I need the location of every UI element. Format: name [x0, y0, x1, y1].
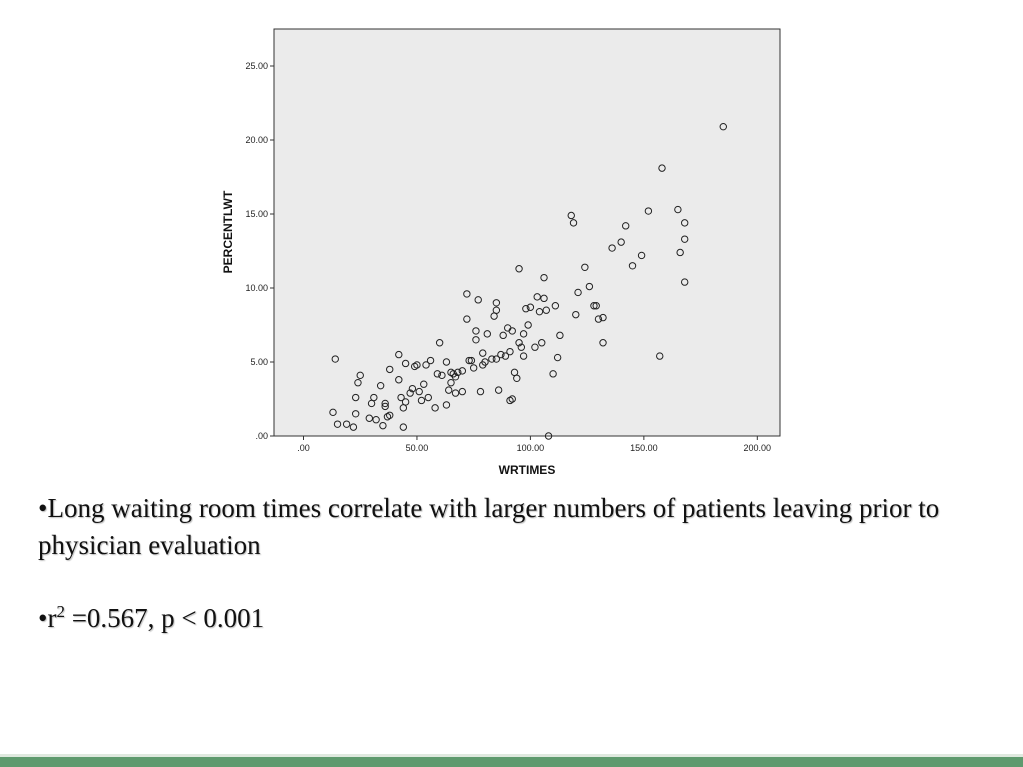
- y-tick-label: 10.00: [245, 283, 268, 293]
- y-axis: [245, 61, 274, 441]
- x-axis-title: WRTIMES: [498, 463, 556, 477]
- y-tick-label: .00: [255, 431, 268, 441]
- x-tick-label: 200.00: [743, 443, 772, 453]
- footer-bar: [0, 757, 1023, 767]
- y-axis-title: PERCENTLWT: [221, 190, 235, 274]
- bullet-statistics-text: [38, 600, 264, 637]
- r-squared-exponent: 2: [56, 602, 65, 621]
- x-tick-label: 50.00: [405, 443, 429, 453]
- plot-area: [274, 29, 780, 436]
- y-tick-label: 15.00: [245, 209, 268, 219]
- y-tick-label: 20.00: [245, 135, 268, 145]
- x-axis: [297, 436, 771, 453]
- r-label: •r: [38, 603, 57, 633]
- x-tick-label: .00: [297, 443, 310, 453]
- stats-values: =0.567, p < 0.001: [64, 603, 265, 633]
- x-tick-label: 100.00: [516, 443, 545, 453]
- x-tick-label: 150.00: [630, 443, 658, 453]
- y-tick-label: 5.00: [250, 357, 268, 367]
- bullet-correlation-text: •Long waiting room times correlate with larger numbers of patients leaving prior to physician evaluation: [38, 493, 940, 560]
- y-tick-label: 25.00: [245, 61, 268, 71]
